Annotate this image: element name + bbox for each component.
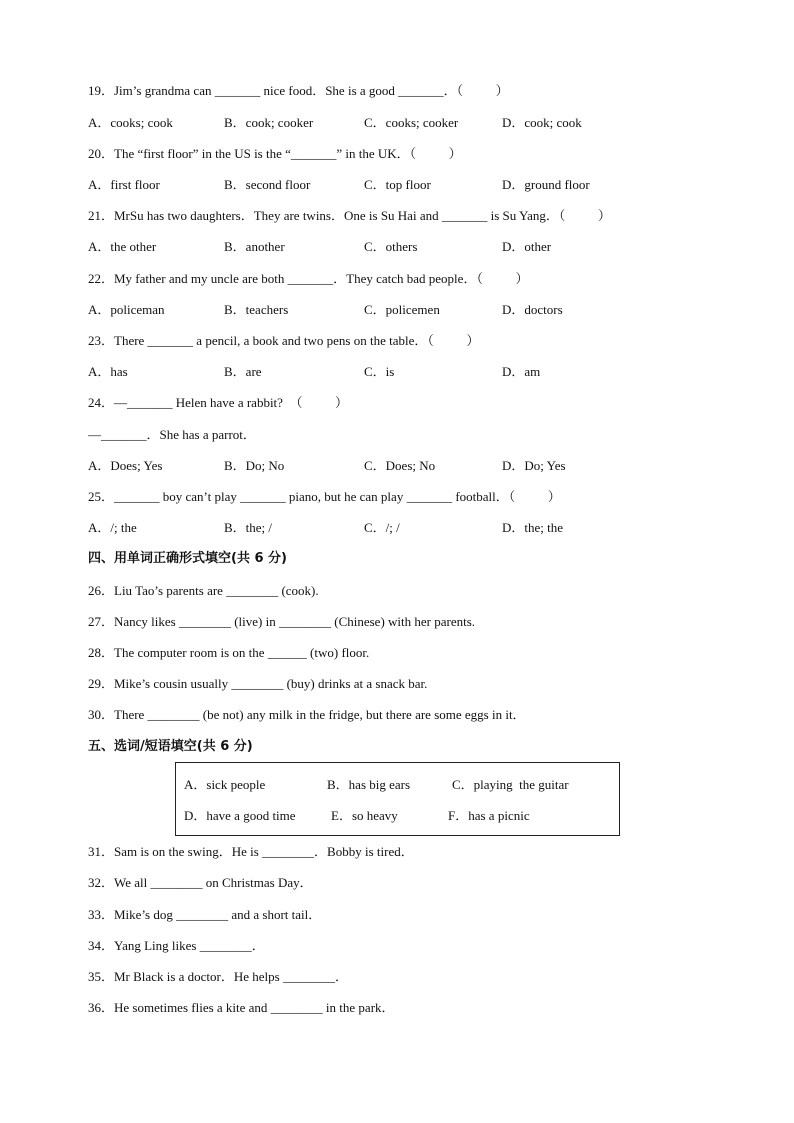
question-22-option-d: D．doctors	[502, 302, 563, 317]
question-23-stem: 23．There _______ a pencil, a book and two pens on the table．（ ）	[88, 333, 480, 348]
question-21-option-c: C．others	[364, 239, 418, 254]
question-25-option-c: C．/; /	[364, 520, 400, 535]
word-bank-item-e: E．so heavy	[331, 808, 398, 823]
question-30: 30．There ________ (be not) any milk in the fridge, but there are some eggs in it．	[88, 707, 526, 722]
question-24-option-d: D．Do; Yes	[502, 458, 566, 473]
question-23-option-b: B．are	[224, 364, 262, 379]
word-bank-item-b: B．has big ears	[327, 777, 411, 792]
question-31: 31．Sam is on the swing．He is ________．Bobby is tired．	[88, 844, 414, 859]
word-bank-item-a: A．sick people	[184, 777, 266, 792]
question-22-option-a: A．policeman	[88, 302, 165, 317]
question-24-option-b: B．Do; No	[224, 458, 285, 473]
word-bank-item-f: F．has a picnic	[448, 808, 530, 823]
question-22-option-c: C．policemen	[364, 302, 440, 317]
word-bank-item-c: C．playing the guitar	[452, 777, 569, 792]
question-29: 29．Mike’s cousin usually ________ (buy) drinks at a snack bar.	[88, 676, 428, 691]
section-5-heading: 五、选词/短语填空(共 6 分)	[88, 739, 253, 754]
question-20-option-c: C．top floor	[364, 177, 431, 192]
question-25-option-d: D．the; the	[502, 520, 564, 535]
word-bank-item-d: D．have a good time	[184, 808, 296, 823]
question-34: 34．Yang Ling likes ________．	[88, 938, 265, 953]
question-24-option-c: C．Does; No	[364, 458, 436, 473]
question-19-option-d: D．cook; cook	[502, 115, 582, 130]
question-19-option-c: C．cooks; cooker	[364, 115, 459, 130]
question-22-stem: 22．My father and my uncle are both _______．They catch bad people．（ ）	[88, 271, 529, 286]
question-23-option-d: D．am	[502, 364, 541, 379]
question-24-option-a: A．Does; Yes	[88, 458, 163, 473]
word-bank-box	[175, 762, 620, 836]
question-27: 27．Nancy likes ________ (live) in ________ (Chinese) with her parents.	[88, 614, 476, 629]
question-21-option-a: A．the other	[88, 239, 157, 254]
question-20-stem: 20．The “first floor” in the US is the “_______” in the UK．（ ）	[88, 146, 462, 161]
question-36: 36．He sometimes flies a kite and ________ in the park．	[88, 1000, 395, 1015]
question-26: 26．Liu Tao’s parents are ________ (cook).	[88, 583, 319, 598]
section-4-heading: 四、用单词正确形式填空(共 6 分)	[88, 551, 287, 566]
question-21-option-b: B．another	[224, 239, 285, 254]
question-20-option-a: A．first floor	[88, 177, 160, 192]
question-24-stem: 24．—_______ Helen have a rabbit? （ ）	[88, 395, 348, 410]
question-25-option-a: A．/; the	[88, 520, 137, 535]
question-23-option-c: C．is	[364, 364, 395, 379]
question-35: 35．Mr Black is a doctor．He helps ________．	[88, 969, 348, 984]
question-19-stem: 19．Jim’s grandma can _______ nice food．She is a good _______．（ ）	[88, 83, 509, 98]
question-21-stem: 21．MrSu has two daughters．They are twins．One is Su Hai and _______ is Su Yang．（ ）	[88, 208, 611, 223]
question-28: 28．The computer room is on the ______ (two) floor.	[88, 645, 370, 660]
question-24-stem-reply: —_______．She has a parrot．	[88, 427, 256, 442]
question-23-option-a: A．has	[88, 364, 128, 379]
question-33: 33．Mike’s dog ________ and a short tail．	[88, 907, 322, 922]
question-19-option-a: A．cooks; cook	[88, 115, 173, 130]
question-25-option-b: B．the; /	[224, 520, 273, 535]
question-25-stem: 25．_______ boy can’t play _______ piano, but he can play _______ football．（ ）	[88, 489, 561, 504]
question-19-option-b: B．cook; cooker	[224, 115, 314, 130]
question-20-option-d: D．ground floor	[502, 177, 590, 192]
question-20-option-b: B．second floor	[224, 177, 311, 192]
question-21-option-d: D．other	[502, 239, 552, 254]
question-32: 32．We all ________ on Christmas Day．	[88, 875, 313, 890]
question-22-option-b: B．teachers	[224, 302, 289, 317]
